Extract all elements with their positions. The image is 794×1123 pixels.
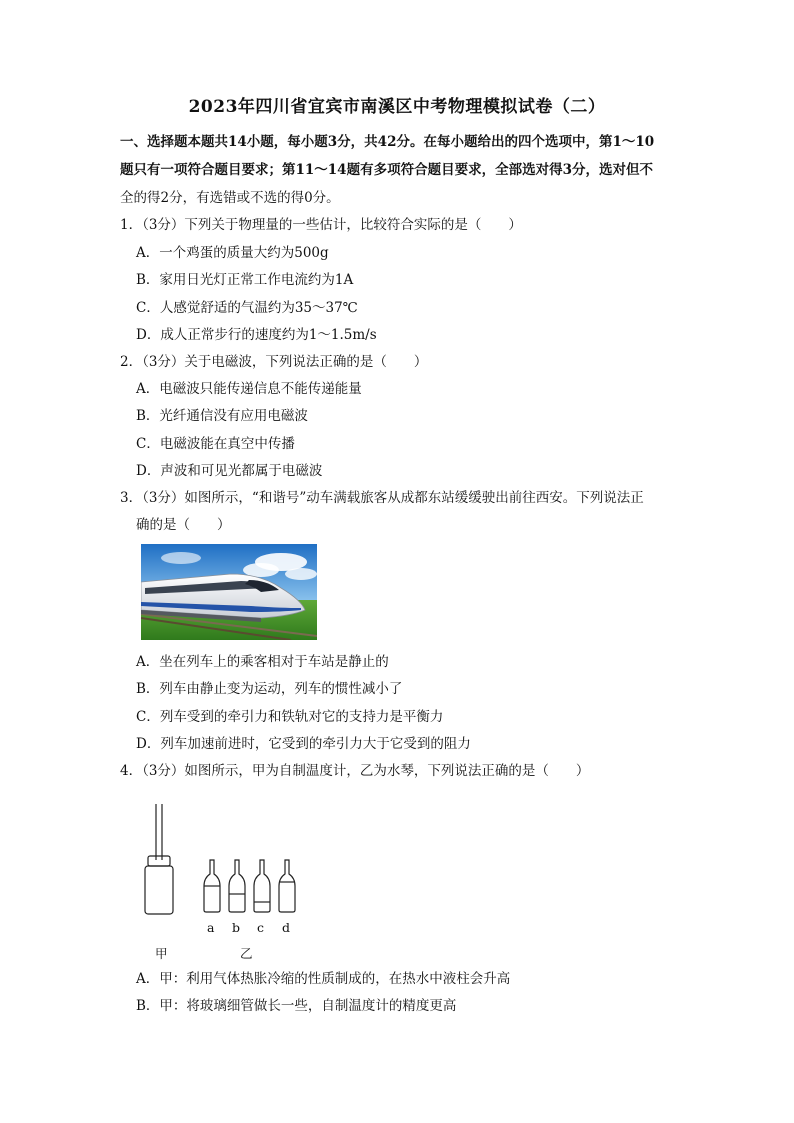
question-3-option-a: A．坐在列车上的乘客相对于车站是静止的 bbox=[136, 654, 389, 670]
question-2-option-c: C．电磁波能在真空中传播 bbox=[136, 436, 295, 452]
bottle-label-b: b bbox=[232, 920, 241, 935]
question-4-stem: 4．（3分）如图所示，甲为自制温度计，乙为水琴，下列说法正确的是（ ） bbox=[120, 763, 590, 779]
question-3-stem-line-1: 3．（3分）如图所示，“和谐号”动车满载旅客从成都东站缓缓驶出前往西安。下列说法正 bbox=[120, 490, 644, 506]
figure-label-jia: 甲 bbox=[155, 946, 168, 961]
train-photo bbox=[141, 544, 317, 640]
figure-label-yi: 乙 bbox=[240, 946, 253, 961]
question-3-stem-line-2: 确的是（ ） bbox=[136, 517, 231, 533]
question-4-option-a: A．甲：利用气体热胀冷缩的性质制成的，在热水中液柱会升高 bbox=[136, 971, 511, 987]
question-3-option-c: C．列车受到的牵引力和铁轨对它的支持力是平衡力 bbox=[136, 709, 444, 725]
section-instruction-line-3: 全的得2分，有选错或不选的得0分。 bbox=[120, 190, 340, 206]
question-1-option-b: B．家用日光灯正常工作电流约为1A bbox=[136, 272, 354, 288]
question-3-option-b: B．列车由静止变为运动，列车的惯性减小了 bbox=[136, 681, 403, 697]
question-1-option-c: C．人感觉舒适的气温约为35～37℃ bbox=[136, 300, 358, 316]
question-1-option-d: D．成人正常步行的速度约为1～1.5m/s bbox=[136, 327, 377, 343]
question-2-stem: 2．（3分）关于电磁波，下列说法正确的是（ ） bbox=[120, 354, 428, 370]
section-instruction-line-1: 一、选择题本题共14小题，每小题3分，共42分。在每小题给出的四个选项中，第1～10 bbox=[120, 134, 655, 150]
question-2-option-d: D．声波和可见光都属于电磁波 bbox=[136, 463, 323, 479]
bottle-label-a: a bbox=[207, 920, 215, 935]
question-1-option-a: A．一个鸡蛋的质量大约为500g bbox=[136, 245, 329, 261]
bottle-label-d: d bbox=[282, 920, 291, 935]
bottle-label-c: c bbox=[257, 920, 265, 935]
question-1-stem: 1．（3分）下列关于物理量的一些估计，比较符合实际的是（ ） bbox=[120, 217, 522, 233]
thermometer-and-water-harp-diagram bbox=[140, 800, 310, 920]
section-instruction-line-2: 题只有一项符合题目要求；第11～14题有多项符合题目要求，全部选对得3分，选对但不 bbox=[120, 162, 653, 178]
question-3-option-d: D．列车加速前进时，它受到的牵引力大于它受到的阻力 bbox=[136, 736, 471, 752]
question-4-option-b: B．甲：将玻璃细管做长一些，自制温度计的精度更高 bbox=[136, 998, 457, 1014]
question-2-option-a: A．电磁波只能传递信息不能传递能量 bbox=[136, 381, 362, 397]
page-title: 2023年四川省宜宾市南溪区中考物理模拟试卷（二） bbox=[188, 97, 606, 117]
question-2-option-b: B．光纤通信没有应用电磁波 bbox=[136, 408, 308, 424]
